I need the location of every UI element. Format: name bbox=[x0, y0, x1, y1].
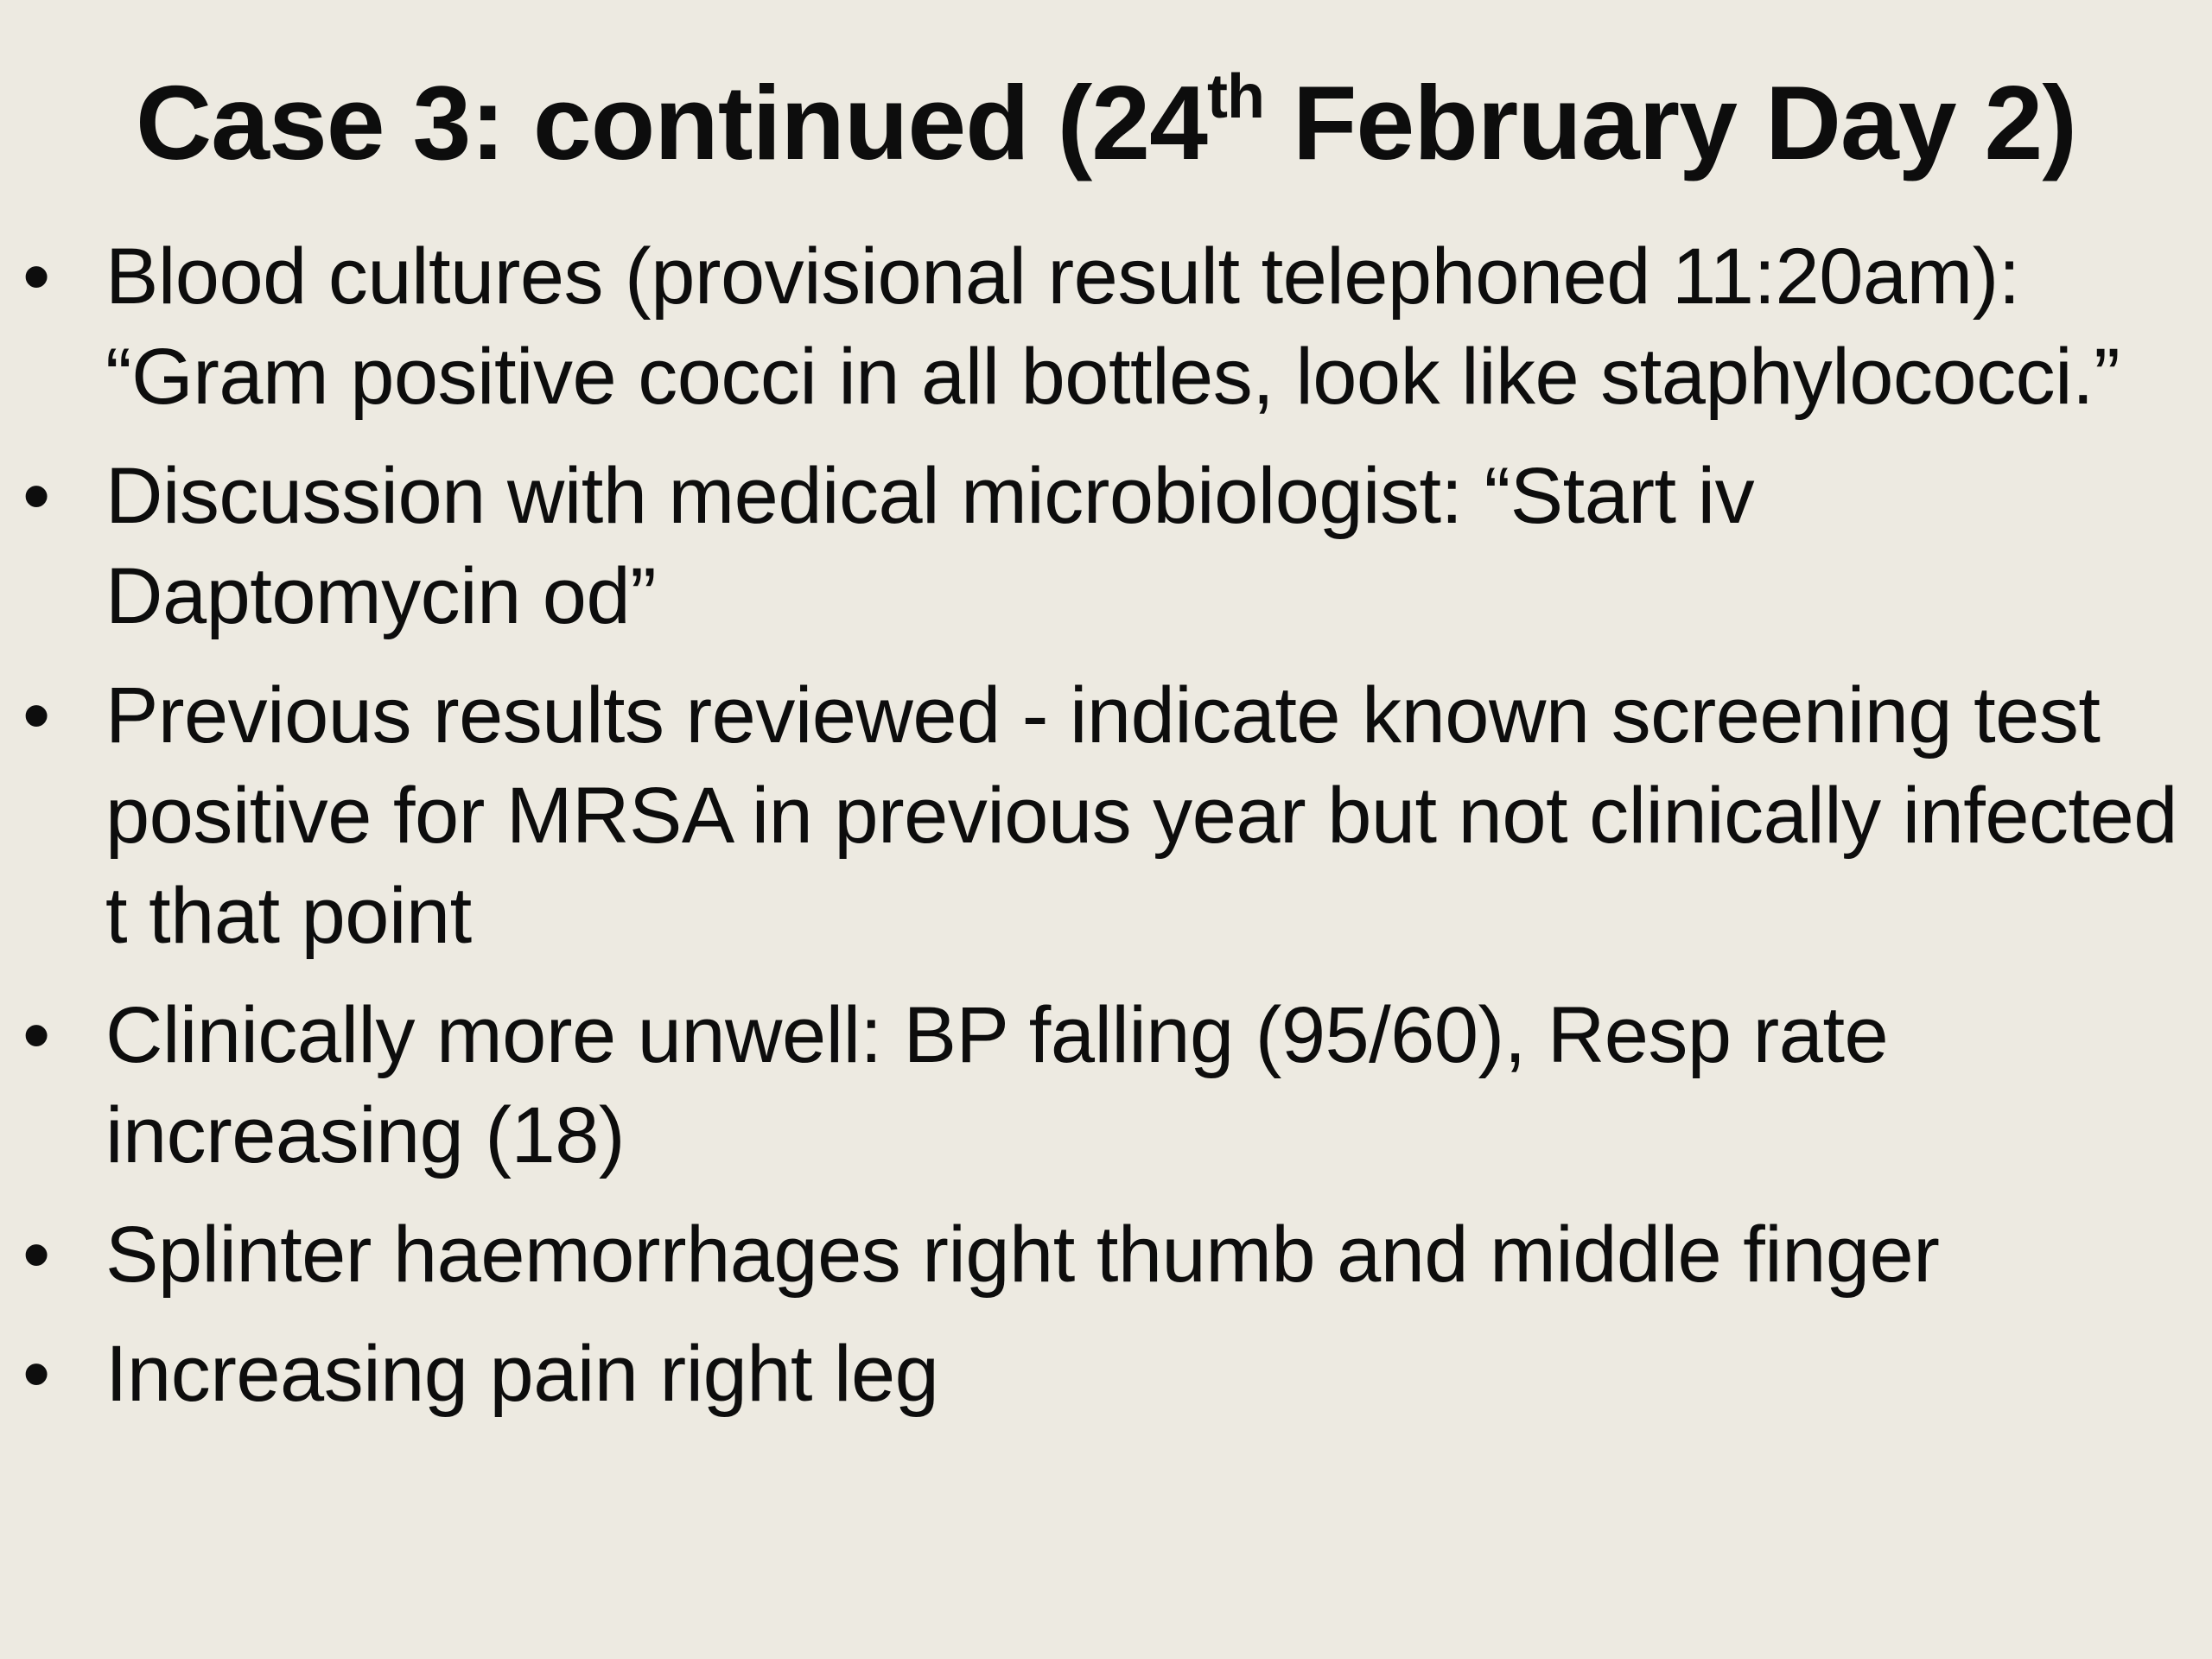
bullet-text: Clinically more unwell: BP falling (95/60), Resp rate increasing (18) bbox=[105, 991, 1889, 1179]
bullet-icon: • bbox=[22, 232, 50, 321]
slide-title bbox=[0, 54, 2212, 192]
title-superscript: th bbox=[1206, 62, 1264, 132]
bullet-text: Previous results reviewed - indicate known screening test positive for MRSA in previous year but not clinically infected t that point bbox=[105, 671, 2177, 960]
bullet-item bbox=[22, 985, 2179, 1185]
bullet-item bbox=[22, 1324, 2179, 1424]
bullet-text: Discussion with medical microbiologist: “Start iv Daptomycin od” bbox=[105, 452, 1755, 640]
bullet-text: Increasing pain right leg bbox=[105, 1330, 939, 1418]
bullet-item bbox=[22, 1205, 2179, 1305]
bullet-text: Blood cultures (provisional result telephoned 11:20am): “Gram positive cocci in all bottles, look like staphylococci.” bbox=[105, 232, 2120, 421]
bullet-icon: • bbox=[22, 1211, 50, 1299]
bullet-icon: • bbox=[22, 1330, 50, 1418]
bullet-item bbox=[22, 446, 2179, 646]
title-prefix: Case 3: continued (24 bbox=[136, 64, 1207, 181]
bullet-text: Splinter haemorrhages right thumb and middle finger bbox=[105, 1211, 1940, 1299]
bullet-item bbox=[22, 665, 2179, 966]
bullet-icon: • bbox=[22, 671, 50, 760]
bullet-list bbox=[22, 226, 2179, 1443]
bullet-icon: • bbox=[22, 452, 50, 540]
title-suffix: February Day 2) bbox=[1263, 64, 2076, 181]
bullet-item bbox=[22, 226, 2179, 427]
bullet-icon: • bbox=[22, 991, 50, 1079]
